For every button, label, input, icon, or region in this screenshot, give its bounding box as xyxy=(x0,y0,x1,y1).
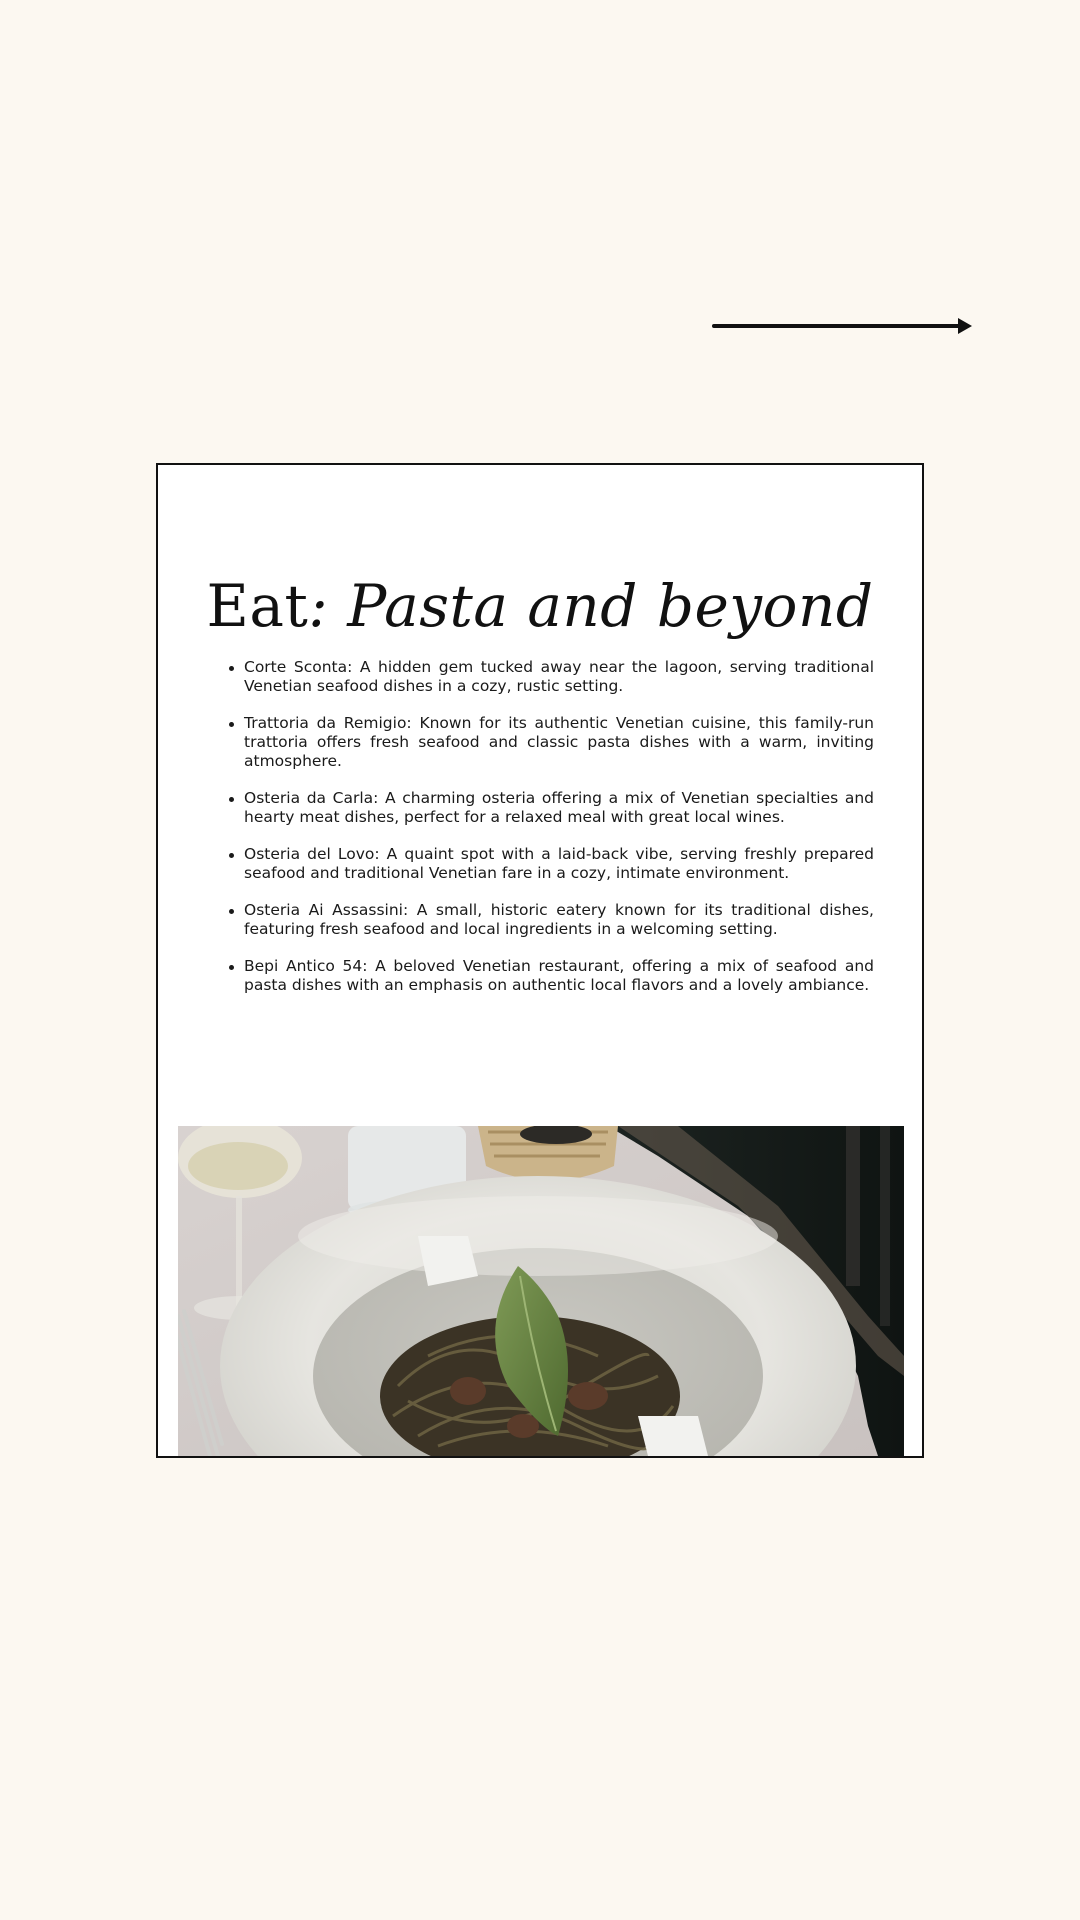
content-card xyxy=(156,463,924,1458)
list-item: Trattoria da Remigio: Known for its authentic Venetian cuisine, this family-run trattoria offers fresh seafood and classic pasta dishes with a warm, inviting atmosphere. xyxy=(244,714,874,770)
title-lead: Eat xyxy=(206,572,309,640)
list-item: Osteria Ai Assassini: A small, historic eatery known for its traditional dishes, featuring fresh seafood and local ingredients in a welcoming setting. xyxy=(244,901,874,938)
title-separator: : xyxy=(308,572,329,640)
restaurant-list xyxy=(244,658,874,1013)
list-item: Bepi Antico 54: A beloved Venetian restaurant, offering a mix of seafood and pasta dishes with an emphasis on authentic local flavors and a lovely ambiance. xyxy=(244,957,874,994)
pasta-dish-photo xyxy=(178,1126,904,1456)
list-item: Corte Sconta: A hidden gem tucked away near the lagoon, serving traditional Venetian seafood dishes in a cozy, rustic setting. xyxy=(244,658,874,695)
list-item: Osteria del Lovo: A quaint spot with a laid-back vibe, serving freshly prepared seafood and traditional Venetian fare in a cozy, intimate environment. xyxy=(244,845,874,882)
list-item: Osteria da Carla: A charming osteria offering a mix of Venetian specialties and hearty meat dishes, perfect for a relaxed meal with great local wines. xyxy=(244,789,874,826)
title-accent: Pasta and beyond xyxy=(328,572,874,640)
next-arrow-icon[interactable] xyxy=(712,313,974,339)
page-title xyxy=(158,573,922,640)
